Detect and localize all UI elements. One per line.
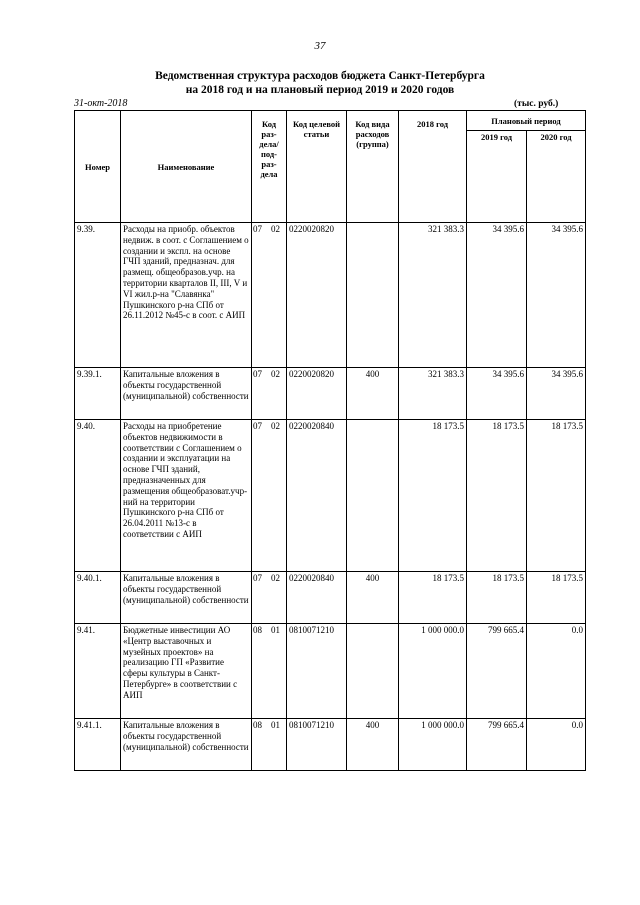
row-number: 9.40.1. [75, 572, 121, 624]
row-number: 9.41.1. [75, 719, 121, 771]
table-row [75, 368, 586, 420]
units-label: (тыс. руб.) [514, 99, 559, 109]
section: 07 [253, 224, 262, 234]
row-expense-type [347, 624, 399, 719]
page-number: 37 [314, 40, 326, 52]
row-number: 9.39.1. [75, 368, 121, 420]
header-target-code: Код целевой статьи [287, 111, 347, 223]
row-value-2018: 1 000 000.0 [399, 719, 467, 771]
row-expense-type [347, 223, 399, 368]
subsection: 02 [271, 573, 280, 583]
table-row [75, 420, 586, 572]
row-name: Капитальные вложения в объекты государственной (муниципальной) собственности [121, 572, 252, 624]
row-number: 9.40. [75, 420, 121, 572]
row-value-2019: 34 395.6 [467, 223, 527, 368]
header-year-2018: 2018 год [399, 111, 467, 223]
row-value-2018: 18 173.5 [399, 572, 467, 624]
subsection: 01 [271, 720, 280, 730]
row-value-2020: 18 173.5 [527, 572, 586, 624]
row-value-2019: 18 173.5 [467, 572, 527, 624]
row-expense-type: 400 [347, 368, 399, 420]
row-target-code: 0220020840 [287, 572, 347, 624]
document-date: 31-окт-2018 [74, 98, 128, 109]
header-planned-period: Плановый период [467, 111, 586, 131]
title-line-1: Ведомственная структура расходов бюджета Санкт-Петербурга [155, 70, 485, 82]
row-target-code: 0810071210 [287, 624, 347, 719]
subsection: 01 [271, 625, 280, 635]
row-section-code [252, 572, 287, 624]
row-value-2019: 34 395.6 [467, 368, 527, 420]
section: 08 [253, 720, 262, 730]
row-value-2020: 18 173.5 [527, 420, 586, 572]
table-row [75, 624, 586, 719]
row-value-2020: 0.0 [527, 719, 586, 771]
table-row [75, 719, 586, 771]
row-value-2018: 1 000 000.0 [399, 624, 467, 719]
section: 07 [253, 573, 262, 583]
row-target-code: 0810071210 [287, 719, 347, 771]
document-title [0, 69, 640, 97]
row-expense-type: 400 [347, 572, 399, 624]
row-expense-type: 400 [347, 719, 399, 771]
header-section-code: Код раз-дела/ под-раз-дела [252, 111, 287, 223]
header-year-2020: 2020 год [527, 131, 586, 223]
header-year-2019: 2019 год [467, 131, 527, 223]
table-row [75, 572, 586, 624]
row-value-2018: 321 383.3 [399, 368, 467, 420]
row-value-2019: 799 665.4 [467, 624, 527, 719]
section: 08 [253, 625, 262, 635]
row-value-2020: 34 395.6 [527, 223, 586, 368]
subsection: 02 [271, 421, 280, 431]
row-value-2020: 34 395.6 [527, 368, 586, 420]
section: 07 [253, 421, 262, 431]
header-number: Номер [75, 111, 121, 223]
row-name: Капитальные вложения в объекты государственной (муниципальной) собственности [121, 719, 252, 771]
row-target-code: 0220020840 [287, 420, 347, 572]
section: 07 [253, 369, 262, 379]
header-name: Наименование [121, 111, 252, 223]
row-name: Расходы на приобретение объектов недвижимости в соответствии с Соглашением о создании и эксплуатации на основе ГЧП зданий, предназначенных для размещения общеобразоват.учр-ний на территории Пушкинского р-на СПб от 26.04.2011 №13-с в соответствии с АИП [121, 420, 252, 572]
row-number: 9.41. [75, 624, 121, 719]
row-section-code [252, 223, 287, 368]
title-line-2: на 2018 год и на плановый период 2019 и 2020 годов [185, 84, 455, 96]
row-value-2019: 18 173.5 [467, 420, 527, 572]
row-section-code [252, 624, 287, 719]
row-number: 9.39. [75, 223, 121, 368]
row-value-2018: 18 173.5 [399, 420, 467, 572]
row-name: Бюджетные инвестиции АО «Центр выставочных и музейных проектов» на реализацию ГП «Развитие сферы культуры в Санкт-Петербурге» в соответствии с АИП [121, 624, 252, 719]
header-expense-type-code: Код вида расходов (группа) [347, 111, 399, 223]
row-value-2020: 0.0 [527, 624, 586, 719]
row-section-code [252, 420, 287, 572]
subsection: 02 [271, 369, 280, 379]
row-section-code [252, 719, 287, 771]
row-name: Капитальные вложения в объекты государственной (муниципальной) собственности [121, 368, 252, 420]
table-row [75, 223, 586, 368]
expenditure-table [74, 110, 586, 771]
subsection: 02 [271, 224, 280, 234]
row-target-code: 0220020820 [287, 223, 347, 368]
row-expense-type [347, 420, 399, 572]
row-name: Расходы на приобр. объектов недвиж. в соот. с Соглашением о создании и экспл. на основе ГЧП зданий, предназнач. для размещ. общеобразов.учр. на территории кварталов II, III, V и VI жил.р-на "Славянка" Пушкинского р-на СПб от 26.11.2012 №45-с в соот. с АИП [121, 223, 252, 368]
row-value-2019: 799 665.4 [467, 719, 527, 771]
row-section-code [252, 368, 287, 420]
row-value-2018: 321 383.3 [399, 223, 467, 368]
row-target-code: 0220020820 [287, 368, 347, 420]
